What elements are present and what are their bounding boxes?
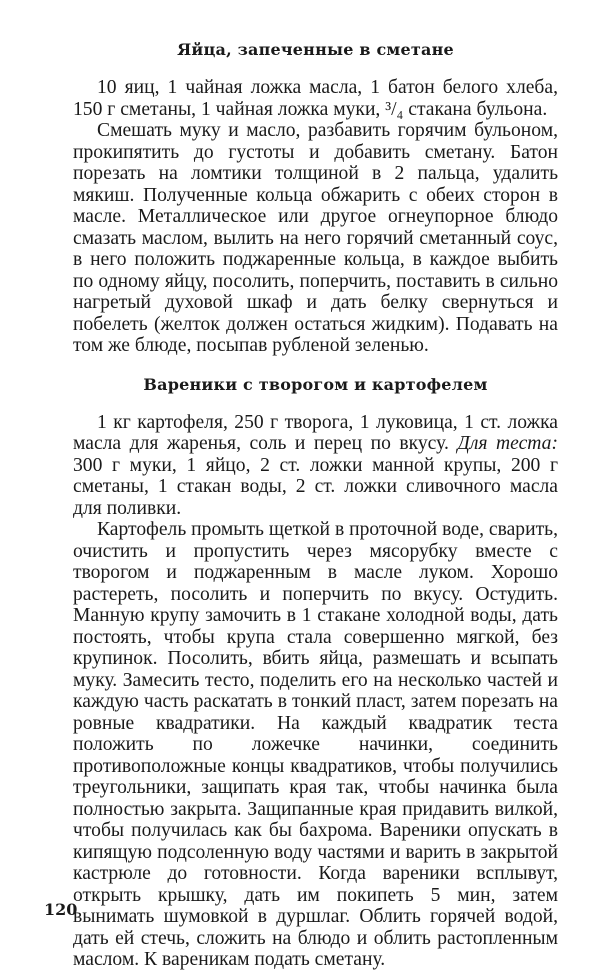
recipe-title: Вареники с творогом и картофелем [143, 374, 488, 394]
recipe-method: Смешать муку и масло, разбавить горячим бульоном, прокипятить до густоты и добавить сметану. Батон порезать на ломтики толщиной в 2 пальца, удалить мякиш. Полученные кольца обжарить с обеих сторон в масле. Металлическое или другое огнеупорное блюдо смазать маслом, вылить на него горячий сметанный соус, в него положить поджаренные кольца, в каждое выбить по одному яйцу, посолить, поперчить, поставить в сильно нагретый духовой шкаф и дать белку свернуться и побелеть (желток должен остаться жидким). Подавать на том же блюде, посыпав рубленой зеленью. [73, 120, 558, 356]
recipe-ingredients: 10 яиц, 1 чайная ложка масла, 1 батон белого хлеба, 150 г сметаны, 1 чайная ложка муки, ³/₄ стакана бульона. [73, 77, 558, 120]
ingredients-filling: 1 кг картофеля, 250 г творога, 1 луковица, 1 ст. ложка масла для жаренья, соль и перец по вкусу. [73, 411, 558, 454]
recipe-method: Картофель промыть щеткой в проточной воде, сварить, очистить и пропустить через мясорубку вместе с творогом и поджаренным в масле луком. Хорошо растереть, посолить и поперчить по вкусу. Остудить. Манную крупу замочить в 1 стакане холодной воды, дать постоять, чтобы крупа стала совершенно мягкой, без крупинок. Посолить, вбить яйца, размешать и всыпать муку. Замесить тесто, поделить его на несколько частей и каждую часть раскатать в тонкий пласт, затем порезать на ровные квадратики. На каждый квадратик теста положить по ложечке начинки, соединить противоположные концы квадратиков, чтобы получились треугольники, защипать края так, чтобы начинка была полностью закрыта. Защипанные края придавить вилкой, чтобы получилась как бы бахрома. Вареники опускать в кипящую подсоленную воду частями и варить в закрытой кастрюле до готовности. Когда вареники всплывут, открыть крышку, дать им покипеть 5 мин, затем вынимать шумовкой в дуршлаг. Облить горячей водой, дать ей стечь, сложить на блюдо и облить растопленным маслом. К вареникам подать сметану. [73, 519, 558, 970]
page-number: 120 [44, 900, 78, 919]
ingredients-dough: 300 г муки, 1 яйцо, 2 ст. ложки манной крупы, 200 г сметаны, 1 стакан воды, 2 ст. ложки сливочного масла для поливки. [73, 454, 558, 519]
dough-label: Для теста: [457, 433, 558, 454]
recipe-title: Яйца, запеченные в сметане [177, 40, 454, 59]
recipe-ingredients [73, 412, 558, 520]
book-page [73, 40, 558, 971]
